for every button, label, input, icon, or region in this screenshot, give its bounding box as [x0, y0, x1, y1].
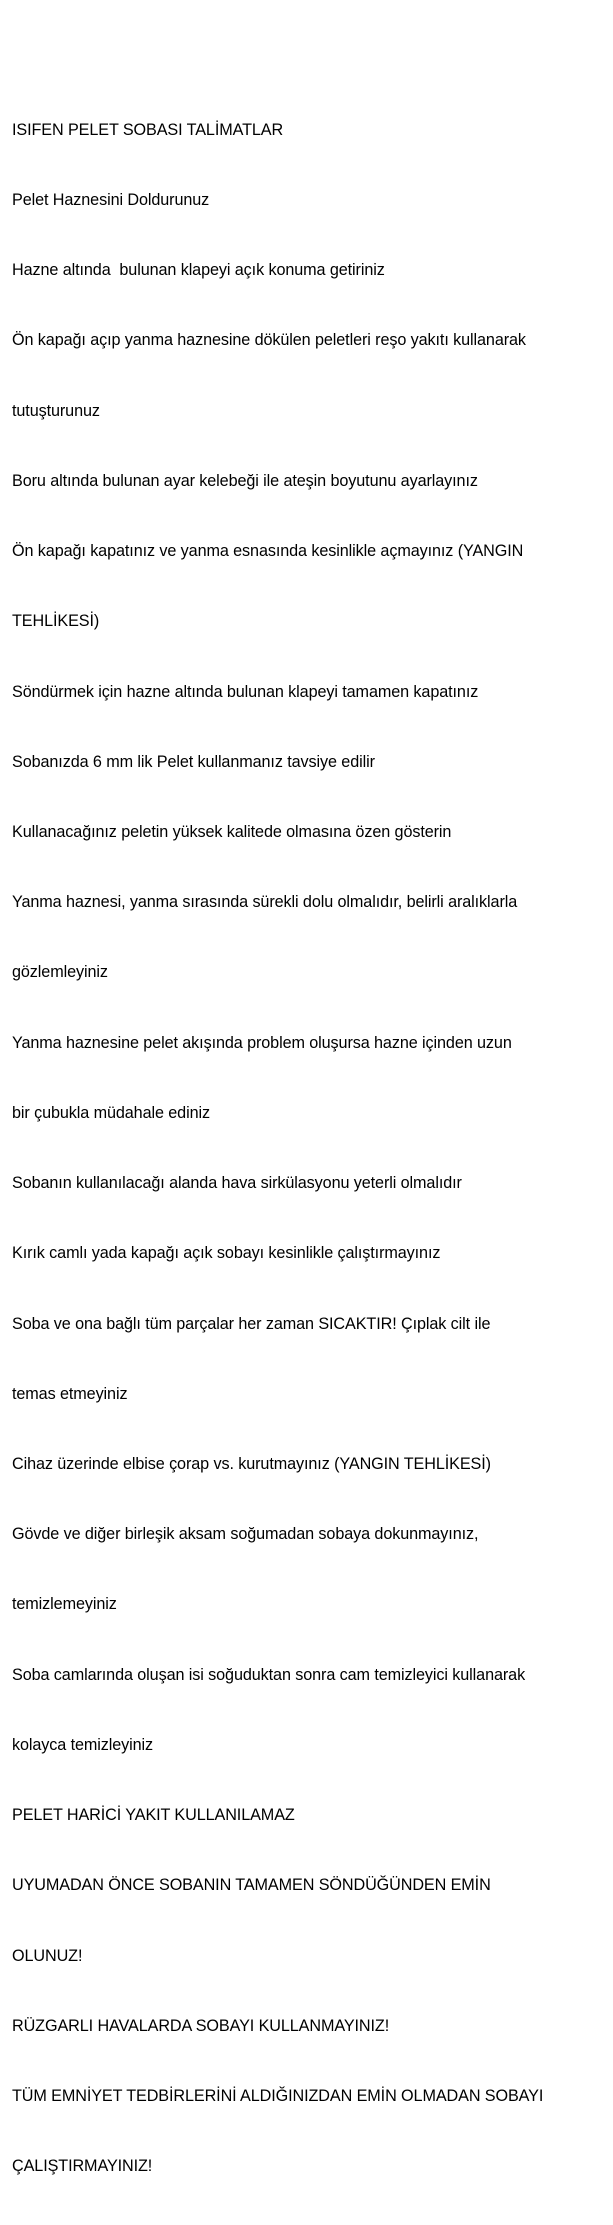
- text-line: Söndürmek için hazne altında bulunan klapeyi tamamen kapatınız: [12, 682, 479, 701]
- text-line: Kırık camlı yada kapağı açık sobayı kesinlikle çalıştırmayınız: [12, 1244, 441, 1263]
- text-line: Yanma haznesi, yanma sırasında sürekli dolu olmalıdır, belirli aralıklarla: [12, 893, 518, 912]
- text-line: Sobanın kullanılacağı alanda hava sirkülasyonu yeterli olmalıdır: [12, 1174, 462, 1193]
- text-line: Ön kapağı kapatınız ve yanma esnasında kesinlikle açmayınız (YANGIN: [12, 542, 524, 561]
- text-line: kolayca temizleyiniz: [12, 1735, 154, 1754]
- text-line: Yanma haznesine pelet akışında problem oluşursa hazne içinden uzun: [12, 1033, 512, 1052]
- document-title: ISIFEN PELET SOBASI TALİMATLAR: [12, 120, 284, 139]
- text-line: tutuşturunuz: [12, 401, 100, 420]
- text-line: TEHLİKESİ): [12, 612, 100, 631]
- text-line: temizlemeyiniz: [12, 1595, 117, 1614]
- text-line: Boru altında bulunan ayar kelebeği ile ateşin boyutunu ayarlayınız: [12, 471, 478, 490]
- text-line: Gövde ve diğer birleşik aksam soğumadan sobaya dokunmayınız,: [12, 1525, 479, 1544]
- text-line: Soba ve ona bağlı tüm parçalar her zaman SICAKTIR! Çıplak cilt ile: [12, 1314, 491, 1333]
- text-line: UYUMADAN ÖNCE SOBANIN TAMAMEN SÖNDÜĞÜNDEN EMİN: [12, 1876, 491, 1895]
- text-line: PELET HARİCİ YAKIT KULLANILAMAZ: [12, 1806, 295, 1825]
- text-line: Hazne altında bulunan klapeyi açık konuma getiriniz: [12, 261, 385, 280]
- text-line: bir çubukla müdahale ediniz: [12, 1103, 210, 1122]
- text-line: Cihaz üzerinde elbise çorap vs. kurutmayınız (YANGIN TEHLİKESİ): [12, 1454, 491, 1473]
- text-line: temas etmeyiniz: [12, 1384, 128, 1403]
- text-line: gözlemleyiniz: [12, 963, 108, 982]
- text-line: OLUNUZ!: [12, 1946, 83, 1965]
- text-line: Ön kapağı açıp yanma haznesine dökülen peletleri reşo yakıtı kullanarak: [12, 331, 526, 350]
- text-line: Kullanacağınız peletin yüksek kalitede olmasına özen gösterin: [12, 823, 452, 841]
- text-line: Sobanızda 6 mm lik Pelet kullanmanız tavsiye edilir: [12, 752, 375, 771]
- text-line: Soba camlarında oluşan isi soğuduktan sonra cam temizleyici kullanarak: [12, 1665, 526, 1684]
- text-line: Pelet Haznesini Doldurunuz: [12, 191, 210, 210]
- text-line: ÇALIŞTIRMAYINIZ!: [12, 2157, 153, 2176]
- text-line: RÜZGARLI HAVALARDA SOBAYI KULLANMAYINIZ!: [12, 2016, 390, 2035]
- instructions-text-block: [12, 72, 608, 2225]
- text-line: TÜM EMNİYET TEDBİRLERİNİ ALDIĞINIZDAN EMİN OLMADAN SOBAYI: [12, 2086, 544, 2105]
